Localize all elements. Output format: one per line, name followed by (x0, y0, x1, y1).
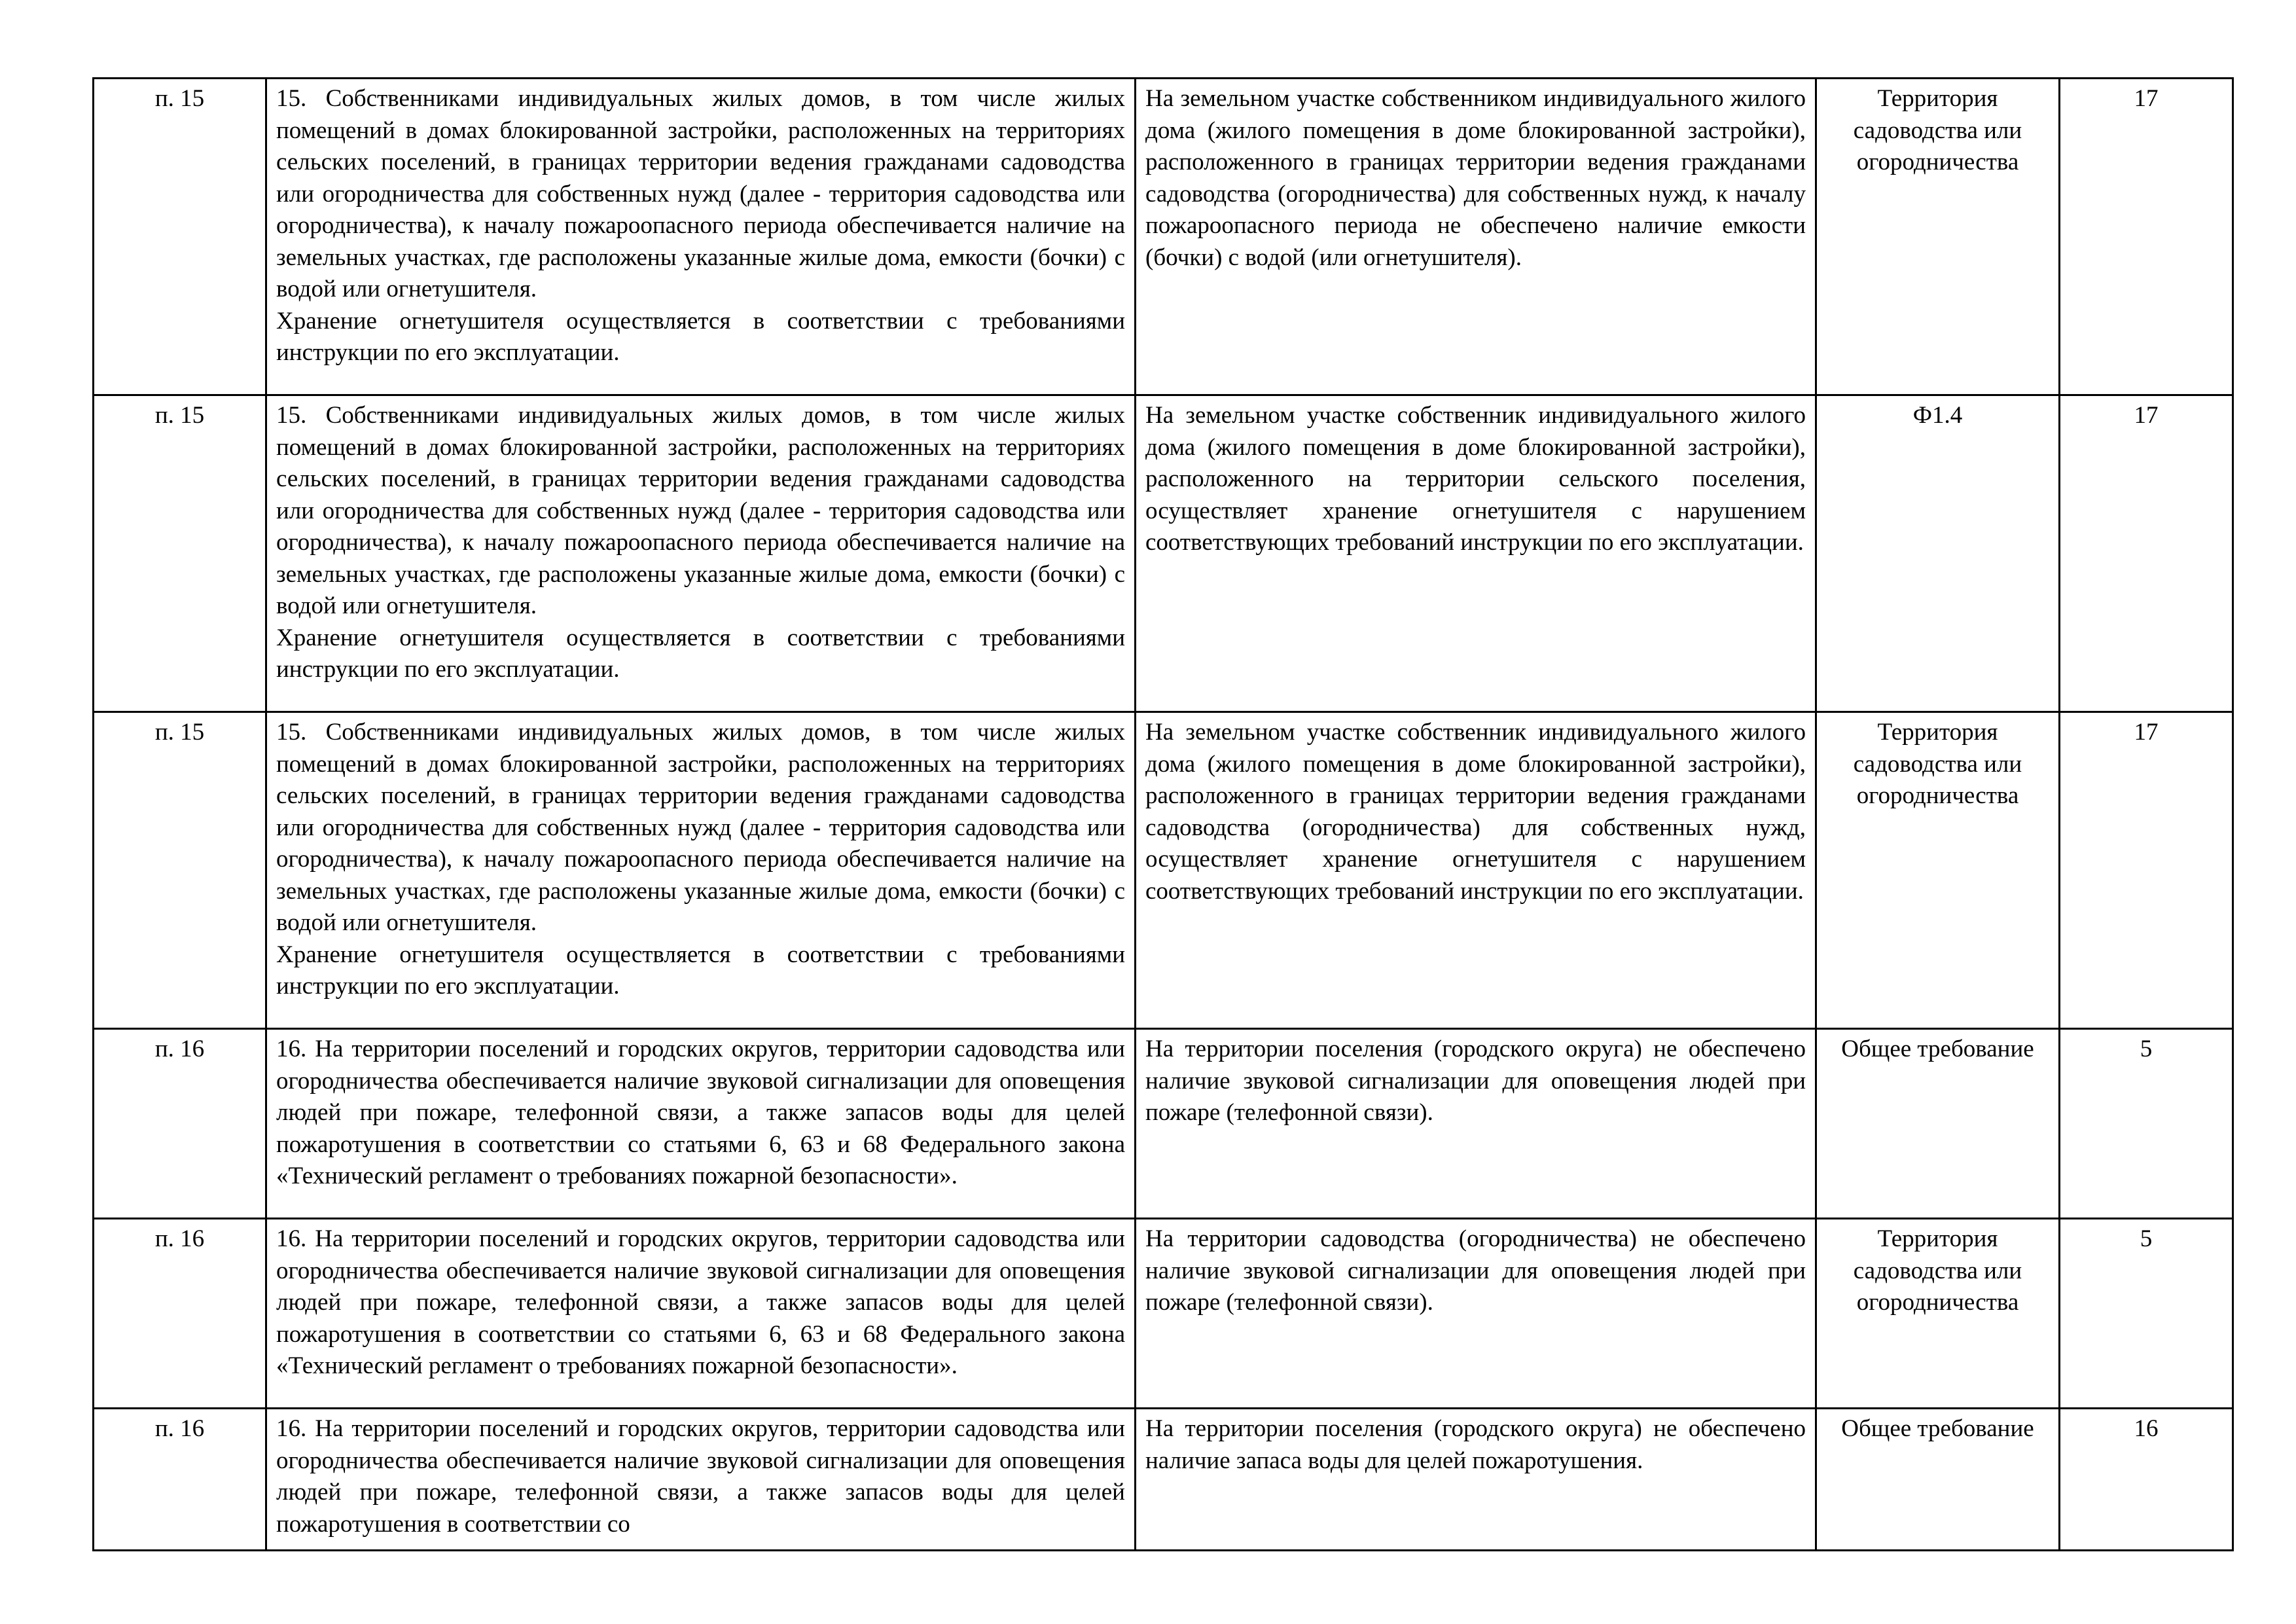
requirements-table-body (94, 79, 2233, 1551)
requirement-text (266, 79, 1136, 395)
requirement-paragraph: 15. Собственниками индивидуальных жилых домов, в том числе жилых помещений в домах блокированной застройки, расположенных на территориях сельских поселений, в границах территории ведения гражданами садоводства или огородничества для собственных нужд (далее - территория садоводства или огородничества), к началу пожароопасного периода обеспечивается наличие на земельных участках, где расположены указанные жилые дома, емкости (бочки) с водой или огнетушителя. (276, 719, 1125, 936)
violation-text: На территории садоводства (огородничества) не обеспечено наличие звуковой сигнализации для оповещения людей при пожаре (телефонной связи). (1136, 1219, 1816, 1409)
requirement-paragraph: Хранение огнетушителя осуществляется в соответствии с требованиями инструкции по его эксплуатации. (276, 624, 1125, 683)
clause-reference: п. 16 (94, 1409, 266, 1551)
object-category: Территория садоводства или огородничества (1816, 79, 2060, 395)
table-row (94, 1409, 2233, 1551)
requirement-paragraph: Хранение огнетушителя осуществляется в соответствии с требованиями инструкции по его эксплуатации. (276, 307, 1125, 366)
object-category: Территория садоводства или огородничества (1816, 1219, 2060, 1409)
violation-text: На земельном участке собственник индивидуального жилого дома (жилого помещения в доме блокированной застройки), расположенного на территории сельского поселения, осуществляет хранение огнетушителя с нарушением соответствующих требований инструкции по его эксплуатации. (1136, 395, 1816, 712)
requirement-paragraph: 16. На территории поселений и городских округов, территории садоводства или огородничества обеспечивается наличие звуковой сигнализации для оповещения людей при пожаре, телефонной связи, а также запасов воды для целей пожаротушения в соответствии со статьями 6, 63 и 68 Федерального закона «Технический регламент о требованиях пожарной безопасности». (276, 1036, 1125, 1189)
requirements-table (92, 77, 2234, 1551)
violation-text: На земельном участке собственником индивидуального жилого дома (жилого помещения в доме блокированной застройки), расположенного в границах территории ведения гражданами садоводства (огородничества) для собственных нужд, к началу пожароопасного периода не обеспечено наличие емкости (бочки) с водой (или огнетушителя). (1136, 79, 1816, 395)
requirement-text (266, 1219, 1136, 1409)
row-number: 16 (2060, 1409, 2233, 1551)
row-number: 17 (2060, 79, 2233, 395)
clause-reference: п. 16 (94, 1029, 266, 1219)
requirement-text (266, 1029, 1136, 1219)
object-category: Ф1.4 (1816, 395, 2060, 712)
violation-text: На территории поселения (городского округа) не обеспечено наличие звуковой сигнализации для оповещения людей при пожаре (телефонной связи). (1136, 1029, 1816, 1219)
requirement-text (266, 712, 1136, 1029)
table-row (94, 395, 2233, 712)
requirement-paragraph: 16. На территории поселений и городских округов, территории садоводства или огородничества обеспечивается наличие звуковой сигнализации для оповещения людей при пожаре, телефонной связи, а также запасов воды для целей пожаротушения в соответствии со статьями 6, 63 и 68 Федерального закона «Технический регламент о требованиях пожарной безопасности». (276, 1225, 1125, 1379)
clause-reference: п. 15 (94, 712, 266, 1029)
table-row (94, 1219, 2233, 1409)
row-number: 17 (2060, 712, 2233, 1029)
table-row (94, 1029, 2233, 1219)
requirement-paragraph: 16. На территории поселений и городских округов, территории садоводства или огородничества обеспечивается наличие звуковой сигнализации для оповещения людей при пожаре, телефонной связи, а также запасов воды для целей пожаротушения в соответствии со (276, 1415, 1125, 1538)
requirement-paragraph: 15. Собственниками индивидуальных жилых домов, в том числе жилых помещений в домах блокированной застройки, расположенных на территориях сельских поселений, в границах территории ведения гражданами садоводства или огородничества для собственных нужд (далее - территория садоводства или огородничества), к началу пожароопасного периода обеспечивается наличие на земельных участках, где расположены указанные жилые дома, емкости (бочки) с водой или огнетушителя. (276, 85, 1125, 302)
violation-text: На земельном участке собственник индивидуального жилого дома (жилого помещения в доме блокированной застройки), расположенного в границах территории ведения гражданами садоводства (огородничества) для собственных нужд, осуществляет хранение огнетушителя с нарушением соответствующих требований инструкции по его эксплуатации. (1136, 712, 1816, 1029)
clause-reference: п. 16 (94, 1219, 266, 1409)
requirement-text (266, 1409, 1136, 1551)
table-row (94, 79, 2233, 395)
requirement-text (266, 395, 1136, 712)
requirement-paragraph: 15. Собственниками индивидуальных жилых домов, в том числе жилых помещений в домах блокированной застройки, расположенных на территориях сельских поселений, в границах территории ведения гражданами садоводства или огородничества для собственных нужд (далее - территория садоводства или огородничества), к началу пожароопасного периода обеспечивается наличие на земельных участках, где расположены указанные жилые дома, емкости (бочки) с водой или огнетушителя. (276, 402, 1125, 619)
object-category: Общее требование (1816, 1029, 2060, 1219)
requirement-paragraph: Хранение огнетушителя осуществляется в соответствии с требованиями инструкции по его эксплуатации. (276, 941, 1125, 1000)
clause-reference: п. 15 (94, 395, 266, 712)
table-row (94, 712, 2233, 1029)
violation-text: На территории поселения (городского округа) не обеспечено наличие запаса воды для целей пожаротушения. (1136, 1409, 1816, 1551)
row-number: 5 (2060, 1219, 2233, 1409)
object-category: Территория садоводства или огородничества (1816, 712, 2060, 1029)
object-category: Общее требование (1816, 1409, 2060, 1551)
row-number: 17 (2060, 395, 2233, 712)
row-number: 5 (2060, 1029, 2233, 1219)
clause-reference: п. 15 (94, 79, 266, 395)
